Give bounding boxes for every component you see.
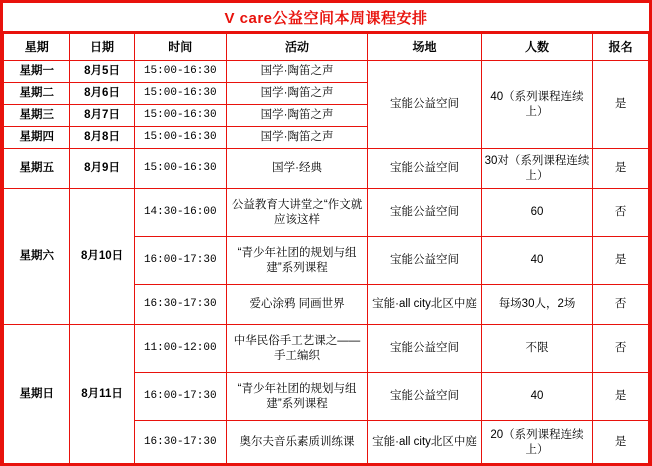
cell-place: 宝能公益空间 <box>368 61 482 149</box>
cell-day: 星期二 <box>4 83 70 105</box>
cell-signup: 否 <box>593 189 649 237</box>
cell-place: 宝能公益空间 <box>368 325 482 373</box>
cell-date: 8月5日 <box>70 61 134 83</box>
cell-people: 20（系列课程连续上） <box>481 421 592 465</box>
cell-signup: 否 <box>593 325 649 373</box>
table-row <box>4 149 649 189</box>
schedule-table <box>3 33 649 465</box>
cell-signup: 是 <box>593 237 649 285</box>
cell-time: 16:00-17:30 <box>134 373 226 421</box>
cell-place: 宝能·all city北区中庭 <box>368 421 482 465</box>
cell-activity: 国学·陶笛之声 <box>226 61 367 83</box>
column-header-people: 人数 <box>481 34 592 61</box>
cell-activity: 奥尔夫音乐素质训练课 <box>226 421 367 465</box>
cell-day: 星期五 <box>4 149 70 189</box>
cell-date: 8月7日 <box>70 105 134 127</box>
cell-time: 16:00-17:30 <box>134 237 226 285</box>
cell-date: 8月9日 <box>70 149 134 189</box>
cell-signup: 是 <box>593 149 649 189</box>
cell-signup: 是 <box>593 61 649 149</box>
cell-people: 不限 <box>481 325 592 373</box>
cell-signup: 否 <box>593 285 649 325</box>
cell-activity: 国学·陶笛之声 <box>226 105 367 127</box>
column-header-day: 星期 <box>4 34 70 61</box>
cell-time: 15:00-16:30 <box>134 127 226 149</box>
cell-activity: 中华民俗手工艺课之——手工编织 <box>226 325 367 373</box>
cell-activity: 国学·陶笛之声 <box>226 127 367 149</box>
cell-day: 星期日 <box>4 325 70 465</box>
cell-activity: 公益教育大讲堂之“作文就应该这样 <box>226 189 367 237</box>
column-header-activity: 活动 <box>226 34 367 61</box>
table-header-row <box>4 34 649 61</box>
cell-day: 星期三 <box>4 105 70 127</box>
cell-time: 15:00-16:30 <box>134 149 226 189</box>
cell-time: 14:30-16:00 <box>134 189 226 237</box>
cell-day: 星期四 <box>4 127 70 149</box>
cell-place: 宝能公益空间 <box>368 189 482 237</box>
cell-people: 40 <box>481 237 592 285</box>
page-title: V care公益空间本周课程安排 <box>224 9 428 27</box>
cell-day: 星期一 <box>4 61 70 83</box>
cell-people: 40（系列课程连续上） <box>481 61 592 149</box>
cell-activity: 爱心涂鸦 同画世界 <box>226 285 367 325</box>
cell-activity: 国学·经典 <box>226 149 367 189</box>
cell-date: 8月11日 <box>70 325 134 465</box>
cell-people: 30对（系列课程连续上） <box>481 149 592 189</box>
cell-signup: 是 <box>593 421 649 465</box>
cell-date: 8月10日 <box>70 189 134 325</box>
cell-signup: 是 <box>593 373 649 421</box>
cell-day: 星期六 <box>4 189 70 325</box>
cell-place: 宝能公益空间 <box>368 149 482 189</box>
cell-date: 8月6日 <box>70 83 134 105</box>
cell-time: 11:00-12:00 <box>134 325 226 373</box>
cell-activity: 国学·陶笛之声 <box>226 83 367 105</box>
cell-activity: “青少年社团的规划与组建”系列课程 <box>226 237 367 285</box>
cell-time: 15:00-16:30 <box>134 83 226 105</box>
cell-people: 每场30人，2场 <box>481 285 592 325</box>
table-row <box>4 325 649 373</box>
cell-date: 8月8日 <box>70 127 134 149</box>
cell-people: 40 <box>481 373 592 421</box>
cell-time: 16:30-17:30 <box>134 421 226 465</box>
cell-place: 宝能公益空间 <box>368 237 482 285</box>
cell-time: 15:00-16:30 <box>134 105 226 127</box>
cell-time: 15:00-16:30 <box>134 61 226 83</box>
cell-people: 60 <box>481 189 592 237</box>
table-row <box>4 61 649 83</box>
column-header-time: 时间 <box>134 34 226 61</box>
cell-place: 宝能公益空间 <box>368 373 482 421</box>
column-header-place: 场地 <box>368 34 482 61</box>
column-header-date: 日期 <box>70 34 134 61</box>
column-header-signup: 报名 <box>593 34 649 61</box>
cell-place: 宝能·all city北区中庭 <box>368 285 482 325</box>
table-row <box>4 189 649 237</box>
document-title-bar <box>3 3 649 33</box>
cell-time: 16:30-17:30 <box>134 285 226 325</box>
cell-activity: “青少年社团的规划与组建”系列课程 <box>226 373 367 421</box>
